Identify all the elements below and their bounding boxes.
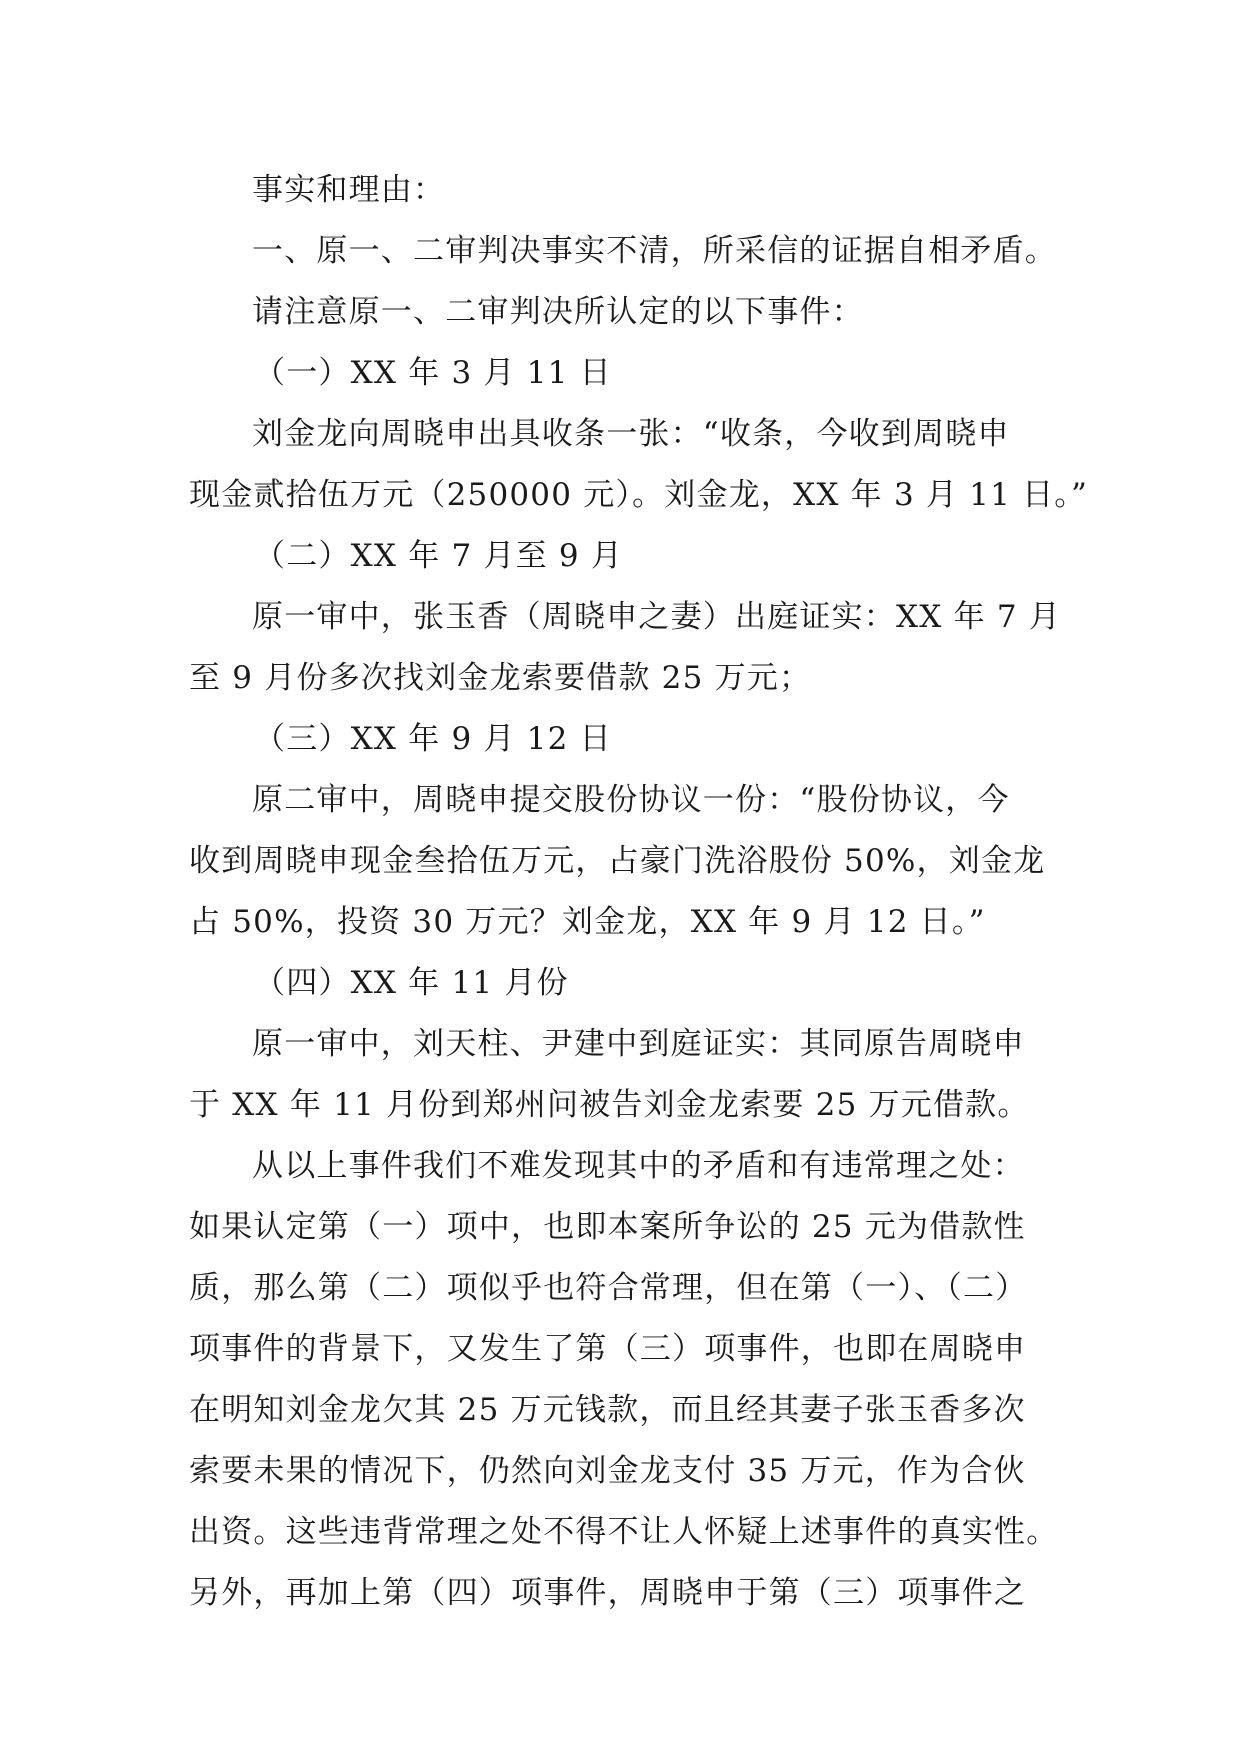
paragraph-line: 出资。这些违背常理之处不得不让人怀疑上述事件的真实性。: [189, 1514, 1059, 1550]
paragraph-line: 现金贰拾伍万元（250000 元）。刘金龙，XX 年 3 月 11 日。”: [189, 477, 1089, 513]
paragraph-line: 在明知刘金龙欠其 25 万元钱款，而且经其妻子张玉香多次: [189, 1392, 1026, 1428]
paragraph-line: 原一审中，刘天柱、尹建中到庭证实：其同原告周晓申: [252, 1026, 1025, 1062]
document-body: [189, 160, 1089, 1624]
paragraph-line: 索要未果的情况下，仍然向刘金龙支付 35 万元，作为合伙: [189, 1453, 1026, 1489]
event-heading: （四）XX 年 11 月份: [254, 965, 569, 1001]
paragraph-line: 质，那么第（二）项似乎也符合常理，但在第（一）、（二）: [189, 1270, 1028, 1306]
paragraph-line: 于 XX 年 11 月份到郑州问被告刘金龙索要 25 万元借款。: [189, 1087, 1030, 1123]
paragraph-line: 收到周晓申现金叁拾伍万元，占豪门洗浴股份 50%，刘金龙: [189, 843, 1046, 879]
paragraph-line: 如果认定第（一）项中，也即本案所争讼的 25 元为借款性: [189, 1209, 1026, 1245]
paragraph-line: 请注意原一、二审判决所认定的以下事件：: [252, 294, 864, 330]
event-heading: （三）XX 年 9 月 12 日: [254, 721, 612, 757]
section-heading: 事实和理由：: [252, 172, 446, 208]
paragraph-line: 占 50%，投资 30 万元？刘金龙，XX 年 9 月 12 日。”: [189, 904, 986, 940]
paragraph-line: 一、原一、二审判决事实不清，所采信的证据自相矛盾。: [252, 233, 1057, 269]
paragraph-line: 从以上事件我们不难发现其中的矛盾和有违常理之处：: [252, 1148, 1025, 1184]
paragraph-line: 原二审中，周晓申提交股份协议一份：“股份协议，今: [252, 782, 1010, 818]
paragraph-line: 原一审中，张玉香（周晓申之妻）出庭证实：XX 年 7 月: [252, 599, 1062, 635]
paragraph-line: 另外，再加上第（四）项事件，周晓申于第（三）项事件之: [189, 1575, 1027, 1611]
event-heading: （一）XX 年 3 月 11 日: [254, 355, 612, 391]
event-heading: （二）XX 年 7 月至 9 月: [254, 538, 624, 574]
paragraph-line: 至 9 月份多次找刘金龙索要借款 25 万元；: [189, 660, 812, 696]
paragraph-line: 项事件的背景下，又发生了第（三）项事件，也即在周晓申: [189, 1331, 1027, 1367]
paragraph-line: 刘金龙向周晓申出具收条一张：“收条，今收到周晓申: [252, 416, 1010, 452]
